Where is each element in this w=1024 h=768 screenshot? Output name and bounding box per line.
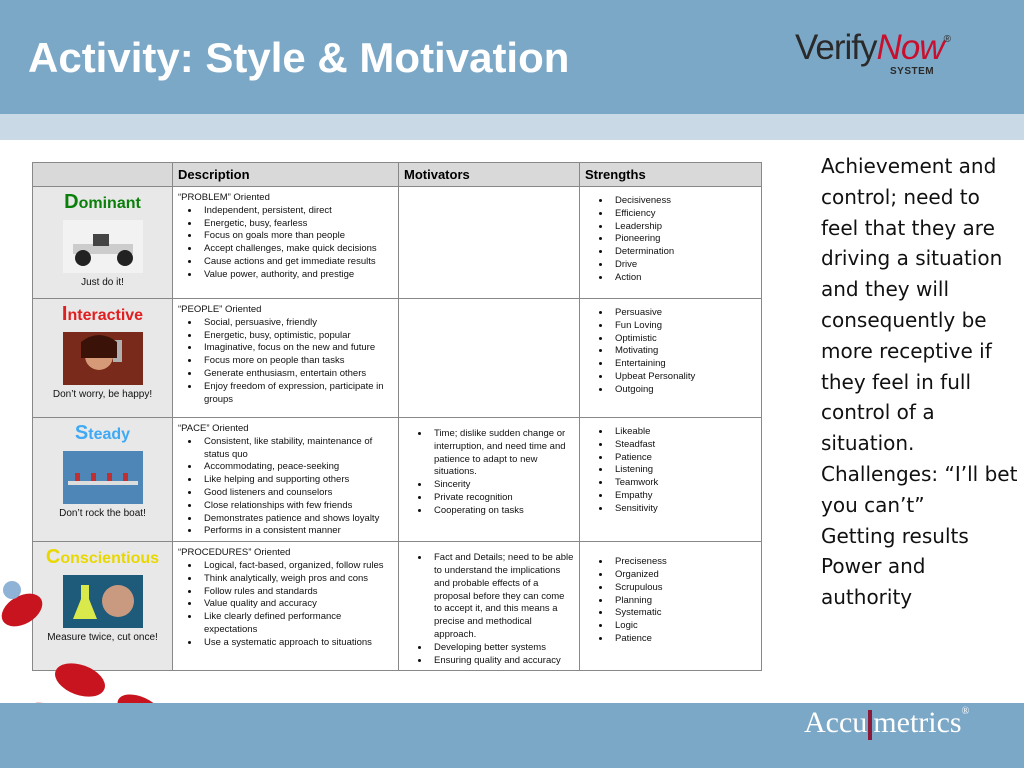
accumetrics-logo <box>804 706 969 740</box>
motivator-item: • Ensuring quality and accuracy <box>430 655 574 668</box>
logo-verify-text: Verify <box>795 28 877 67</box>
side-note-line: Challenges: “I’ll bet you can’t” <box>821 461 1018 517</box>
description-cell <box>173 187 399 299</box>
description-item: • Focus on goals more than people <box>200 230 393 243</box>
description-item: • Accommodating, peace-seeking <box>200 461 393 474</box>
strengths-cell <box>580 418 762 542</box>
motivators-cell <box>399 542 580 671</box>
description-item: • Performs in a consistent manner <box>200 525 393 538</box>
strength-item: • Likeable <box>611 426 756 439</box>
description-item: • Value quality and accuracy <box>200 598 393 611</box>
description-item: • Enjoy freedom of expression, participate in groups <box>200 381 393 407</box>
strength-item: • Pioneering <box>611 233 756 246</box>
side-note-line: Power and authority <box>821 554 926 610</box>
motivator-item: • Private recognition <box>430 492 574 505</box>
description-item: • Good listeners and counselors <box>200 487 393 500</box>
logo-system-text: SYSTEM <box>890 66 935 77</box>
description-item: • Consistent, like stability, maintenance of status quo <box>200 436 393 462</box>
logo-divider <box>868 710 872 740</box>
style-rest: nteractive <box>67 307 144 324</box>
style-caption: Don’t rock the boat! <box>59 508 146 519</box>
strength-item: • Organized <box>611 569 756 582</box>
strength-item: • Scrupulous <box>611 582 756 595</box>
header-motivators: Motivators <box>399 163 580 187</box>
strength-item: • Persuasive <box>611 307 756 320</box>
description-item: • Imaginative, focus on the new and future <box>200 342 393 355</box>
strength-item: • Leadership <box>611 221 756 234</box>
strengths-cell <box>580 542 762 671</box>
description-item: • Energetic, busy, fearless <box>200 218 393 231</box>
slide-title: Activity: Style & Motivation <box>28 34 570 81</box>
description-item: • Independent, persistent, direct <box>200 205 393 218</box>
description-item: • Follow rules and standards <box>200 586 393 599</box>
rowing-team-image <box>63 451 143 504</box>
strength-item: • Motivating <box>611 345 756 358</box>
strength-item: • Patience <box>611 452 756 465</box>
table-row <box>33 187 762 299</box>
style-rest: onscientious <box>60 550 160 568</box>
strengths-cell <box>580 299 762 418</box>
strength-item: • Efficiency <box>611 208 756 221</box>
race-car-image <box>63 220 143 273</box>
side-note <box>821 151 1021 613</box>
strength-item: • Determination <box>611 246 756 259</box>
orientation-heading: “PEOPLE” Oriented <box>178 304 262 315</box>
side-note-line: Getting results <box>821 523 969 548</box>
style-cell <box>33 418 173 542</box>
description-item: • Think analytically, weigh pros and cons <box>200 573 393 586</box>
accumetrics-metrics-text: metrics <box>873 706 962 739</box>
header-strengths: Strengths <box>580 163 762 187</box>
style-initial: C <box>45 546 61 569</box>
strength-item: • Systematic <box>611 607 756 620</box>
strengths-cell <box>580 187 762 299</box>
motivator-item: • Developing better systems <box>430 642 574 655</box>
table-row <box>33 299 762 418</box>
table-row <box>33 418 762 542</box>
header-blank <box>33 163 173 187</box>
motivators-cell <box>399 187 580 299</box>
strength-item: • Steadfast <box>611 439 756 452</box>
table-header-row <box>33 163 762 187</box>
motivator-item: • Time; dislike sudden change or interruption, and need time and patience to adapt to new situations. <box>430 428 574 479</box>
strength-item: • Teamwork <box>611 477 756 490</box>
style-initial: D <box>64 191 79 213</box>
phone-woman-image <box>63 332 143 385</box>
header-description: Description <box>173 163 399 187</box>
strength-item: • Outgoing <box>611 384 756 397</box>
side-note-line: Achievement and control; need to feel that they are driving a situation and they will consequently be more receptive if they feel in full control of a situation. <box>821 154 1003 456</box>
strength-item: • Listening <box>611 464 756 477</box>
strength-item: • Patience <box>611 633 756 646</box>
accumetrics-reg-mark: ® <box>961 706 970 717</box>
description-item: • Use a systematic approach to situations <box>200 637 393 650</box>
strength-item: • Upbeat Personality <box>611 371 756 384</box>
description-item: • Close relationships with few friends <box>200 500 393 513</box>
logo-now-text: Now <box>876 28 944 67</box>
accumetrics-accu-text: Accu <box>804 706 868 739</box>
strength-item: • Planning <box>611 595 756 608</box>
style-cell <box>33 187 173 299</box>
style-initial: S <box>74 422 89 444</box>
orientation-heading: “PACE” Oriented <box>178 423 249 434</box>
description-item: • Logical, fact-based, organized, follow rules <box>200 560 393 573</box>
strength-item: • Sensitivity <box>611 503 756 516</box>
style-name <box>33 546 172 569</box>
strength-item: • Preciseness <box>611 556 756 569</box>
style-initial: I <box>61 303 68 325</box>
description-cell <box>173 418 399 542</box>
motivator-item: • Fact and Details; need to be able to understand the implications and probable effects of a proposal before they can come to accept it, and this means a precise and methodical approach. <box>430 552 574 642</box>
style-rest: teady <box>88 426 131 443</box>
style-caption: Don’t worry, be happy! <box>52 389 153 400</box>
style-cell <box>33 299 173 418</box>
description-item: • Focus more on people than tasks <box>200 355 393 368</box>
style-name <box>33 422 172 445</box>
description-item: • Energetic, busy, optimistic, popular <box>200 330 393 343</box>
style-rest: ominant <box>78 195 141 212</box>
logo-reg-mark: ® <box>943 34 950 45</box>
motivators-cell <box>399 299 580 418</box>
description-item: • Social, persuasive, friendly <box>200 317 393 330</box>
description-item: • Like clearly defined performance expectations <box>200 611 393 637</box>
description-cell <box>173 299 399 418</box>
strength-item: • Action <box>611 272 756 285</box>
description-item: • Demonstrates patience and shows loyalty <box>200 513 393 526</box>
motivator-item: • Sincerity <box>430 479 574 492</box>
strength-item: • Optimistic <box>611 333 756 346</box>
strength-item: • Drive <box>611 259 756 272</box>
description-item: • Generate enthusiasm, entertain others <box>200 368 393 381</box>
description-item: • Accept challenges, make quick decisions <box>200 243 393 256</box>
style-caption: Measure twice, cut once! <box>47 632 158 644</box>
verifynow-logo <box>795 28 995 88</box>
description-item: • Like helping and supporting others <box>200 474 393 487</box>
strength-item: • Decisiveness <box>611 195 756 208</box>
description-item: • Value power, authority, and prestige <box>200 269 393 282</box>
strength-item: • Empathy <box>611 490 756 503</box>
style-name <box>33 191 172 214</box>
description-item: • Cause actions and get immediate results <box>200 256 393 269</box>
orientation-heading: “PROBLEM” Oriented <box>178 192 270 203</box>
strength-item: • Fun Loving <box>611 320 756 333</box>
motivator-item: • Cooperating on tasks <box>430 505 574 518</box>
header-band <box>0 114 1024 140</box>
strength-item: • Logic <box>611 620 756 633</box>
orientation-heading: “PROCEDURES” Oriented <box>178 547 291 559</box>
style-name <box>33 303 172 326</box>
strength-item: • Entertaining <box>611 358 756 371</box>
motivators-cell <box>399 418 580 542</box>
style-caption: Just do it! <box>81 277 124 288</box>
